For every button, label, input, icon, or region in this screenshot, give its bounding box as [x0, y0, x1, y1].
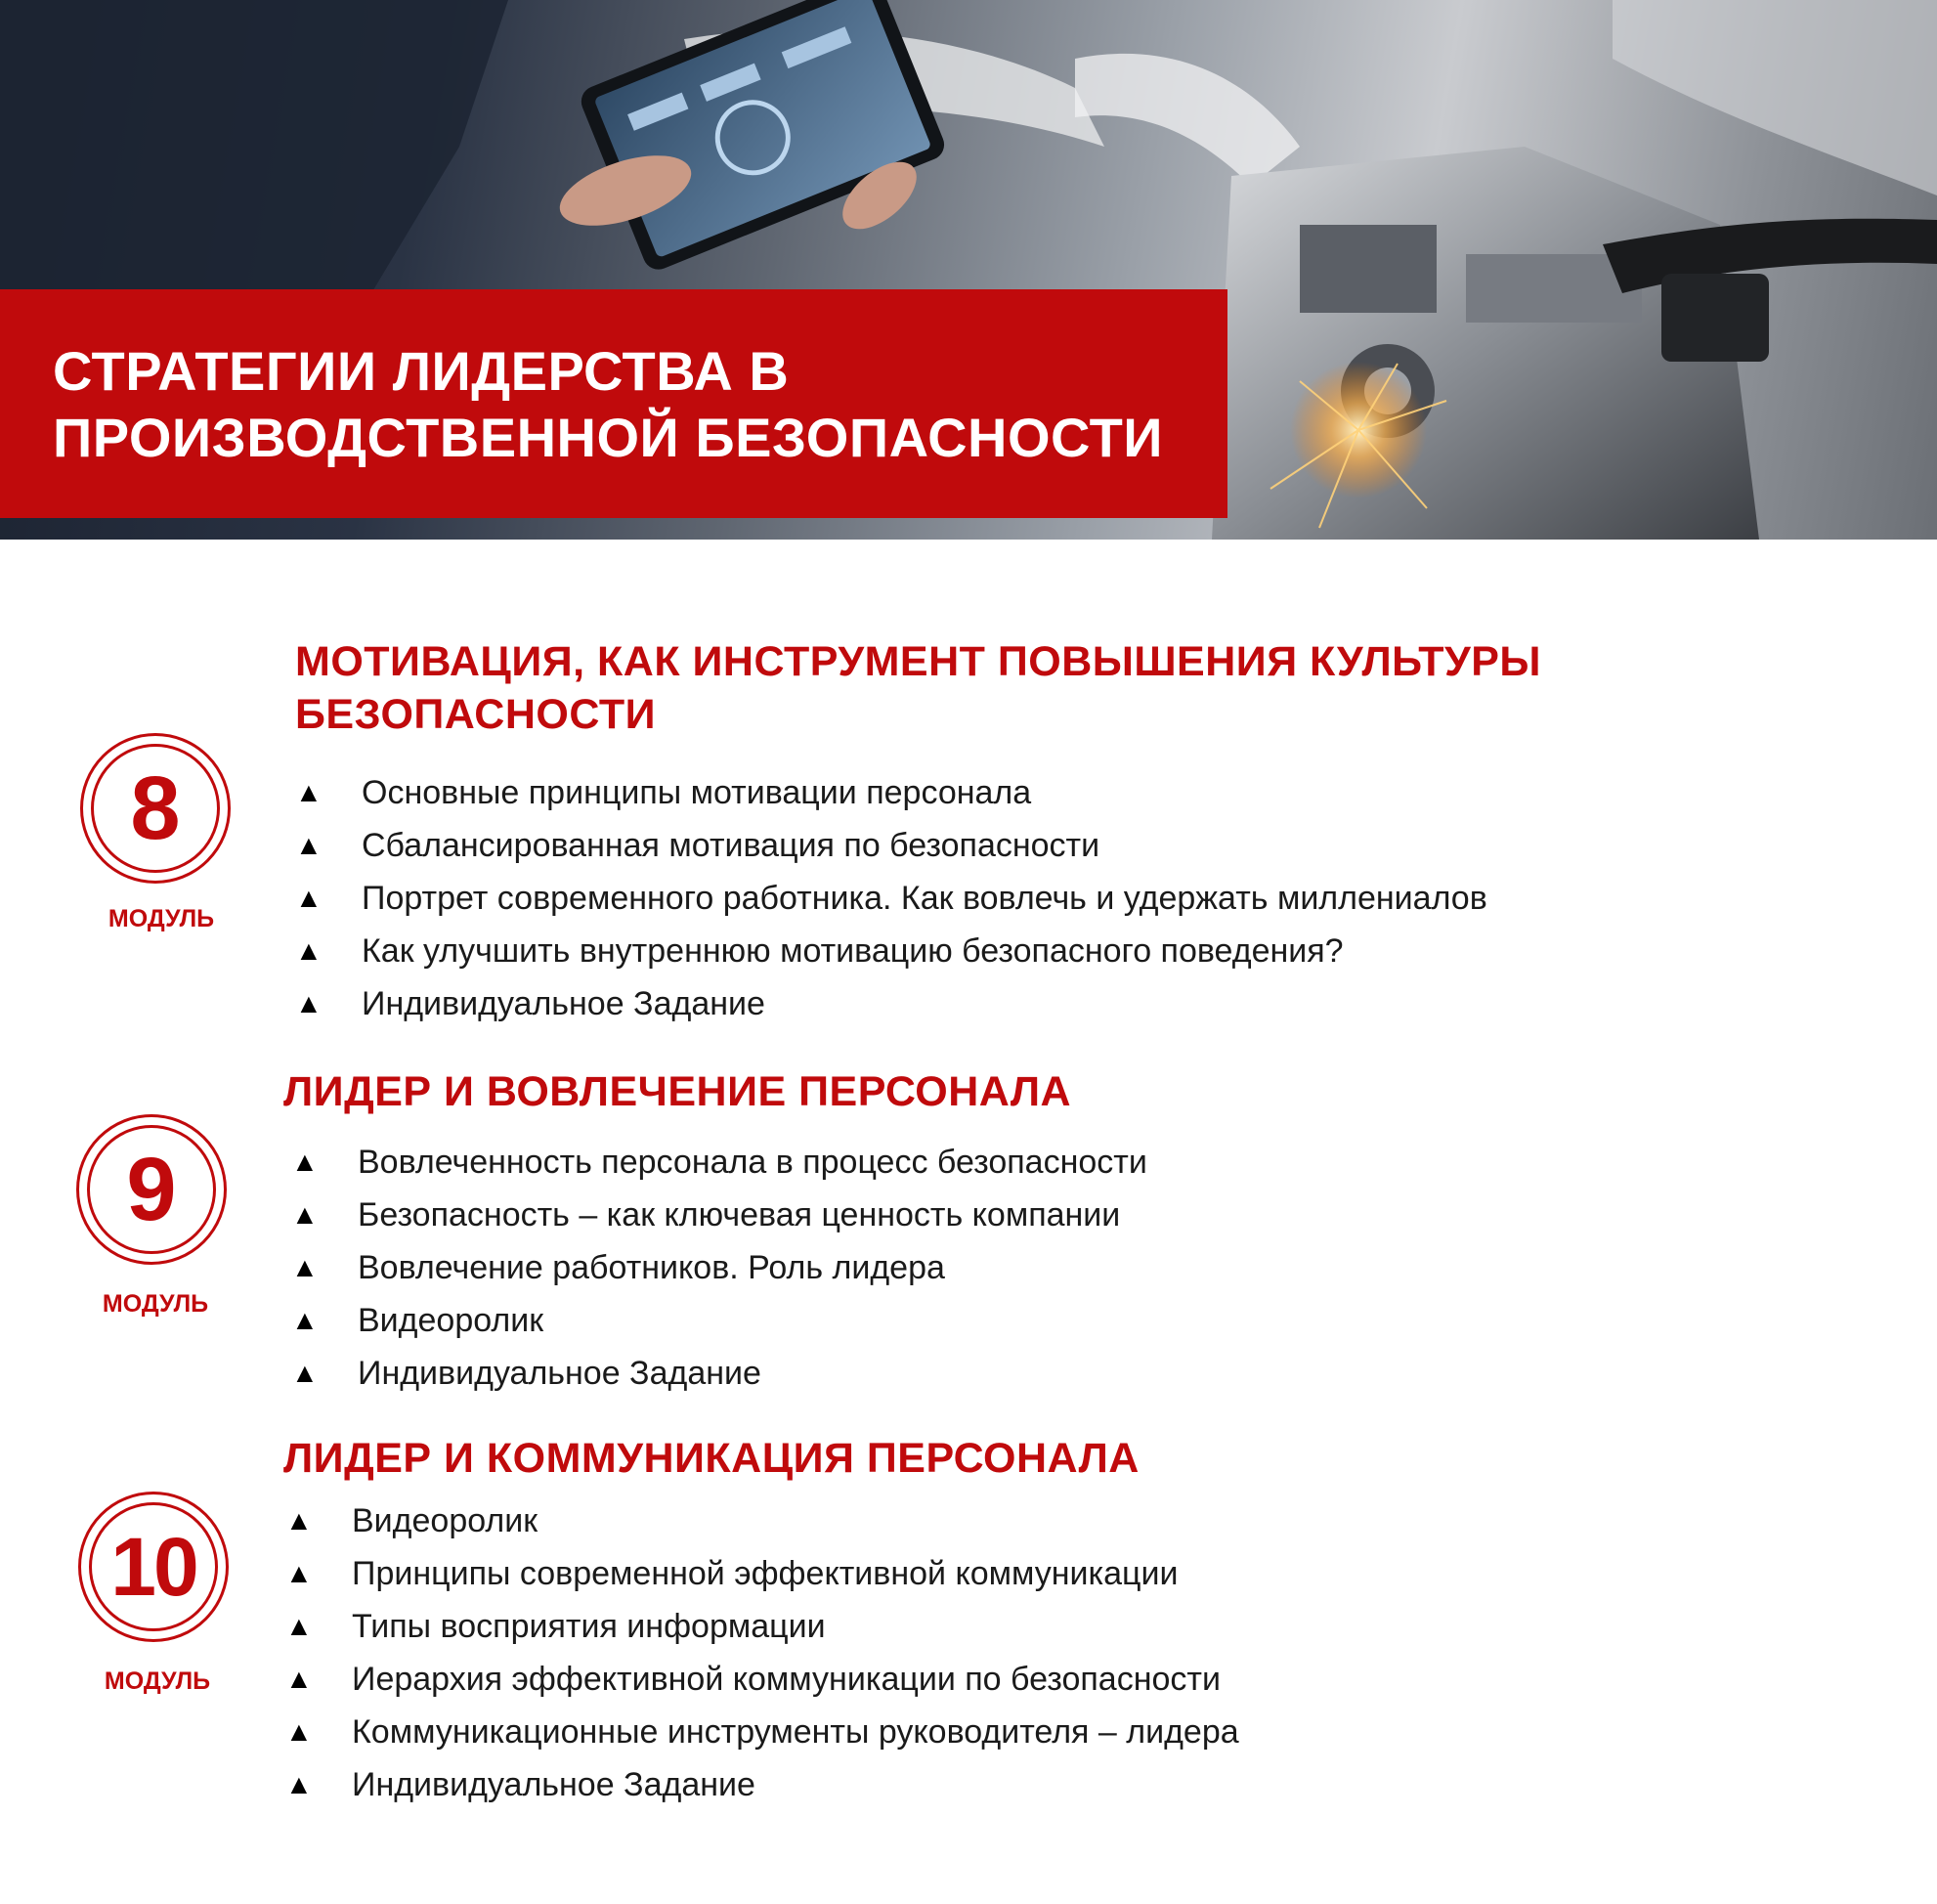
- list-item: [291, 1136, 1147, 1189]
- module-heading-line: БЕЗОПАСНОСТИ: [295, 691, 657, 738]
- list-item-text: Иерархия эффективной коммуникации по безопасности: [352, 1660, 1221, 1698]
- list-item-text: Портрет современного работника. Как вовлечь и удержать миллениалов: [362, 879, 1487, 917]
- triangle-bullet-icon: ▲: [295, 777, 323, 807]
- page-title: [53, 338, 1198, 471]
- triangle-bullet-icon: ▲: [295, 935, 323, 966]
- list-item-text: Сбалансированная мотивация по безопасности: [362, 826, 1100, 864]
- module-number: 9: [126, 1140, 177, 1239]
- triangle-bullet-icon: ▲: [295, 883, 323, 913]
- module-number-badge: [78, 1492, 229, 1642]
- page-title-line: ПРОИЗВОДСТВЕННОЙ БЕЗОПАСНОСТИ: [53, 407, 1164, 468]
- triangle-bullet-icon: ▲: [291, 1252, 319, 1282]
- module-heading-line: ЛИДЕР И КОММУНИКАЦИЯ ПЕРСОНАЛА: [283, 1435, 1140, 1482]
- list-item: [291, 1347, 1147, 1400]
- triangle-bullet-icon: ▲: [291, 1147, 319, 1177]
- list-item-text: Безопасность – как ключевая ценность компании: [358, 1195, 1121, 1233]
- module-topic-list: [285, 1494, 1239, 1811]
- list-item: [295, 766, 1487, 819]
- module-heading: [283, 1065, 1071, 1118]
- triangle-bullet-icon: ▲: [295, 830, 323, 860]
- module-number-badge: [80, 733, 231, 884]
- list-item-text: Вовлеченность персонала в процесс безопасности: [358, 1143, 1147, 1181]
- list-item-text: Типы восприятия информации: [352, 1607, 826, 1645]
- triangle-bullet-icon: ▲: [285, 1769, 313, 1799]
- triangle-bullet-icon: ▲: [291, 1199, 319, 1230]
- triangle-bullet-icon: ▲: [285, 1611, 313, 1641]
- list-item-text: Вовлечение работников. Роль лидера: [358, 1248, 945, 1286]
- list-item-text: Индивидуальное Задание: [352, 1765, 755, 1803]
- module-label: МОДУЛЬ: [102, 1290, 209, 1318]
- list-item: [295, 977, 1487, 1030]
- list-item: [291, 1294, 1147, 1347]
- page-title-line: СТРАТЕГИИ ЛИДЕРСТВА В: [53, 340, 790, 402]
- module-label: МОДУЛЬ: [108, 905, 215, 932]
- list-item: [295, 819, 1487, 872]
- module-heading: [283, 1432, 1140, 1485]
- module-heading-line: МОТИВАЦИЯ, КАК ИНСТРУМЕНТ ПОВЫШЕНИЯ КУЛЬТУРЫ: [295, 638, 1542, 685]
- title-box: [0, 289, 1227, 518]
- list-item: [285, 1706, 1239, 1758]
- list-item: [295, 872, 1487, 925]
- list-item-text: Как улучшить внутреннюю мотивацию безопасного поведения?: [362, 931, 1344, 970]
- list-item: [291, 1189, 1147, 1241]
- list-item-text: Индивидуальное Задание: [362, 984, 765, 1022]
- list-item: [295, 925, 1487, 977]
- triangle-bullet-icon: ▲: [285, 1716, 313, 1747]
- list-item-text: Принципы современной эффективной коммуникации: [352, 1554, 1179, 1592]
- module-number: 10: [110, 1521, 196, 1613]
- list-item: [285, 1653, 1239, 1706]
- list-item-text: Индивидуальное Задание: [358, 1354, 761, 1392]
- list-item: [285, 1600, 1239, 1653]
- triangle-bullet-icon: ▲: [285, 1558, 313, 1588]
- list-item-text: Видеоролик: [352, 1501, 538, 1539]
- list-item: [285, 1758, 1239, 1811]
- module-number-badge: [76, 1114, 227, 1265]
- module-heading-line: ЛИДЕР И ВОВЛЕЧЕНИЕ ПЕРСОНАЛА: [283, 1068, 1072, 1115]
- list-item: [285, 1494, 1239, 1547]
- module-topic-list: [291, 1136, 1147, 1400]
- list-item-text: Видеоролик: [358, 1301, 544, 1339]
- triangle-bullet-icon: ▲: [285, 1664, 313, 1694]
- triangle-bullet-icon: ▲: [291, 1358, 319, 1388]
- module-heading: [295, 635, 1541, 741]
- triangle-bullet-icon: ▲: [291, 1305, 319, 1335]
- triangle-bullet-icon: ▲: [295, 988, 323, 1018]
- list-item-text: Коммуникационные инструменты руководителя – лидера: [352, 1712, 1239, 1751]
- module-label: МОДУЛЬ: [104, 1667, 211, 1695]
- module-topic-list: [295, 766, 1487, 1030]
- triangle-bullet-icon: ▲: [285, 1505, 313, 1536]
- header-banner: [0, 0, 1937, 540]
- module-number: 8: [130, 758, 181, 858]
- list-item: [291, 1241, 1147, 1294]
- list-item-text: Основные принципы мотивации персонала: [362, 773, 1032, 811]
- list-item: [285, 1547, 1239, 1600]
